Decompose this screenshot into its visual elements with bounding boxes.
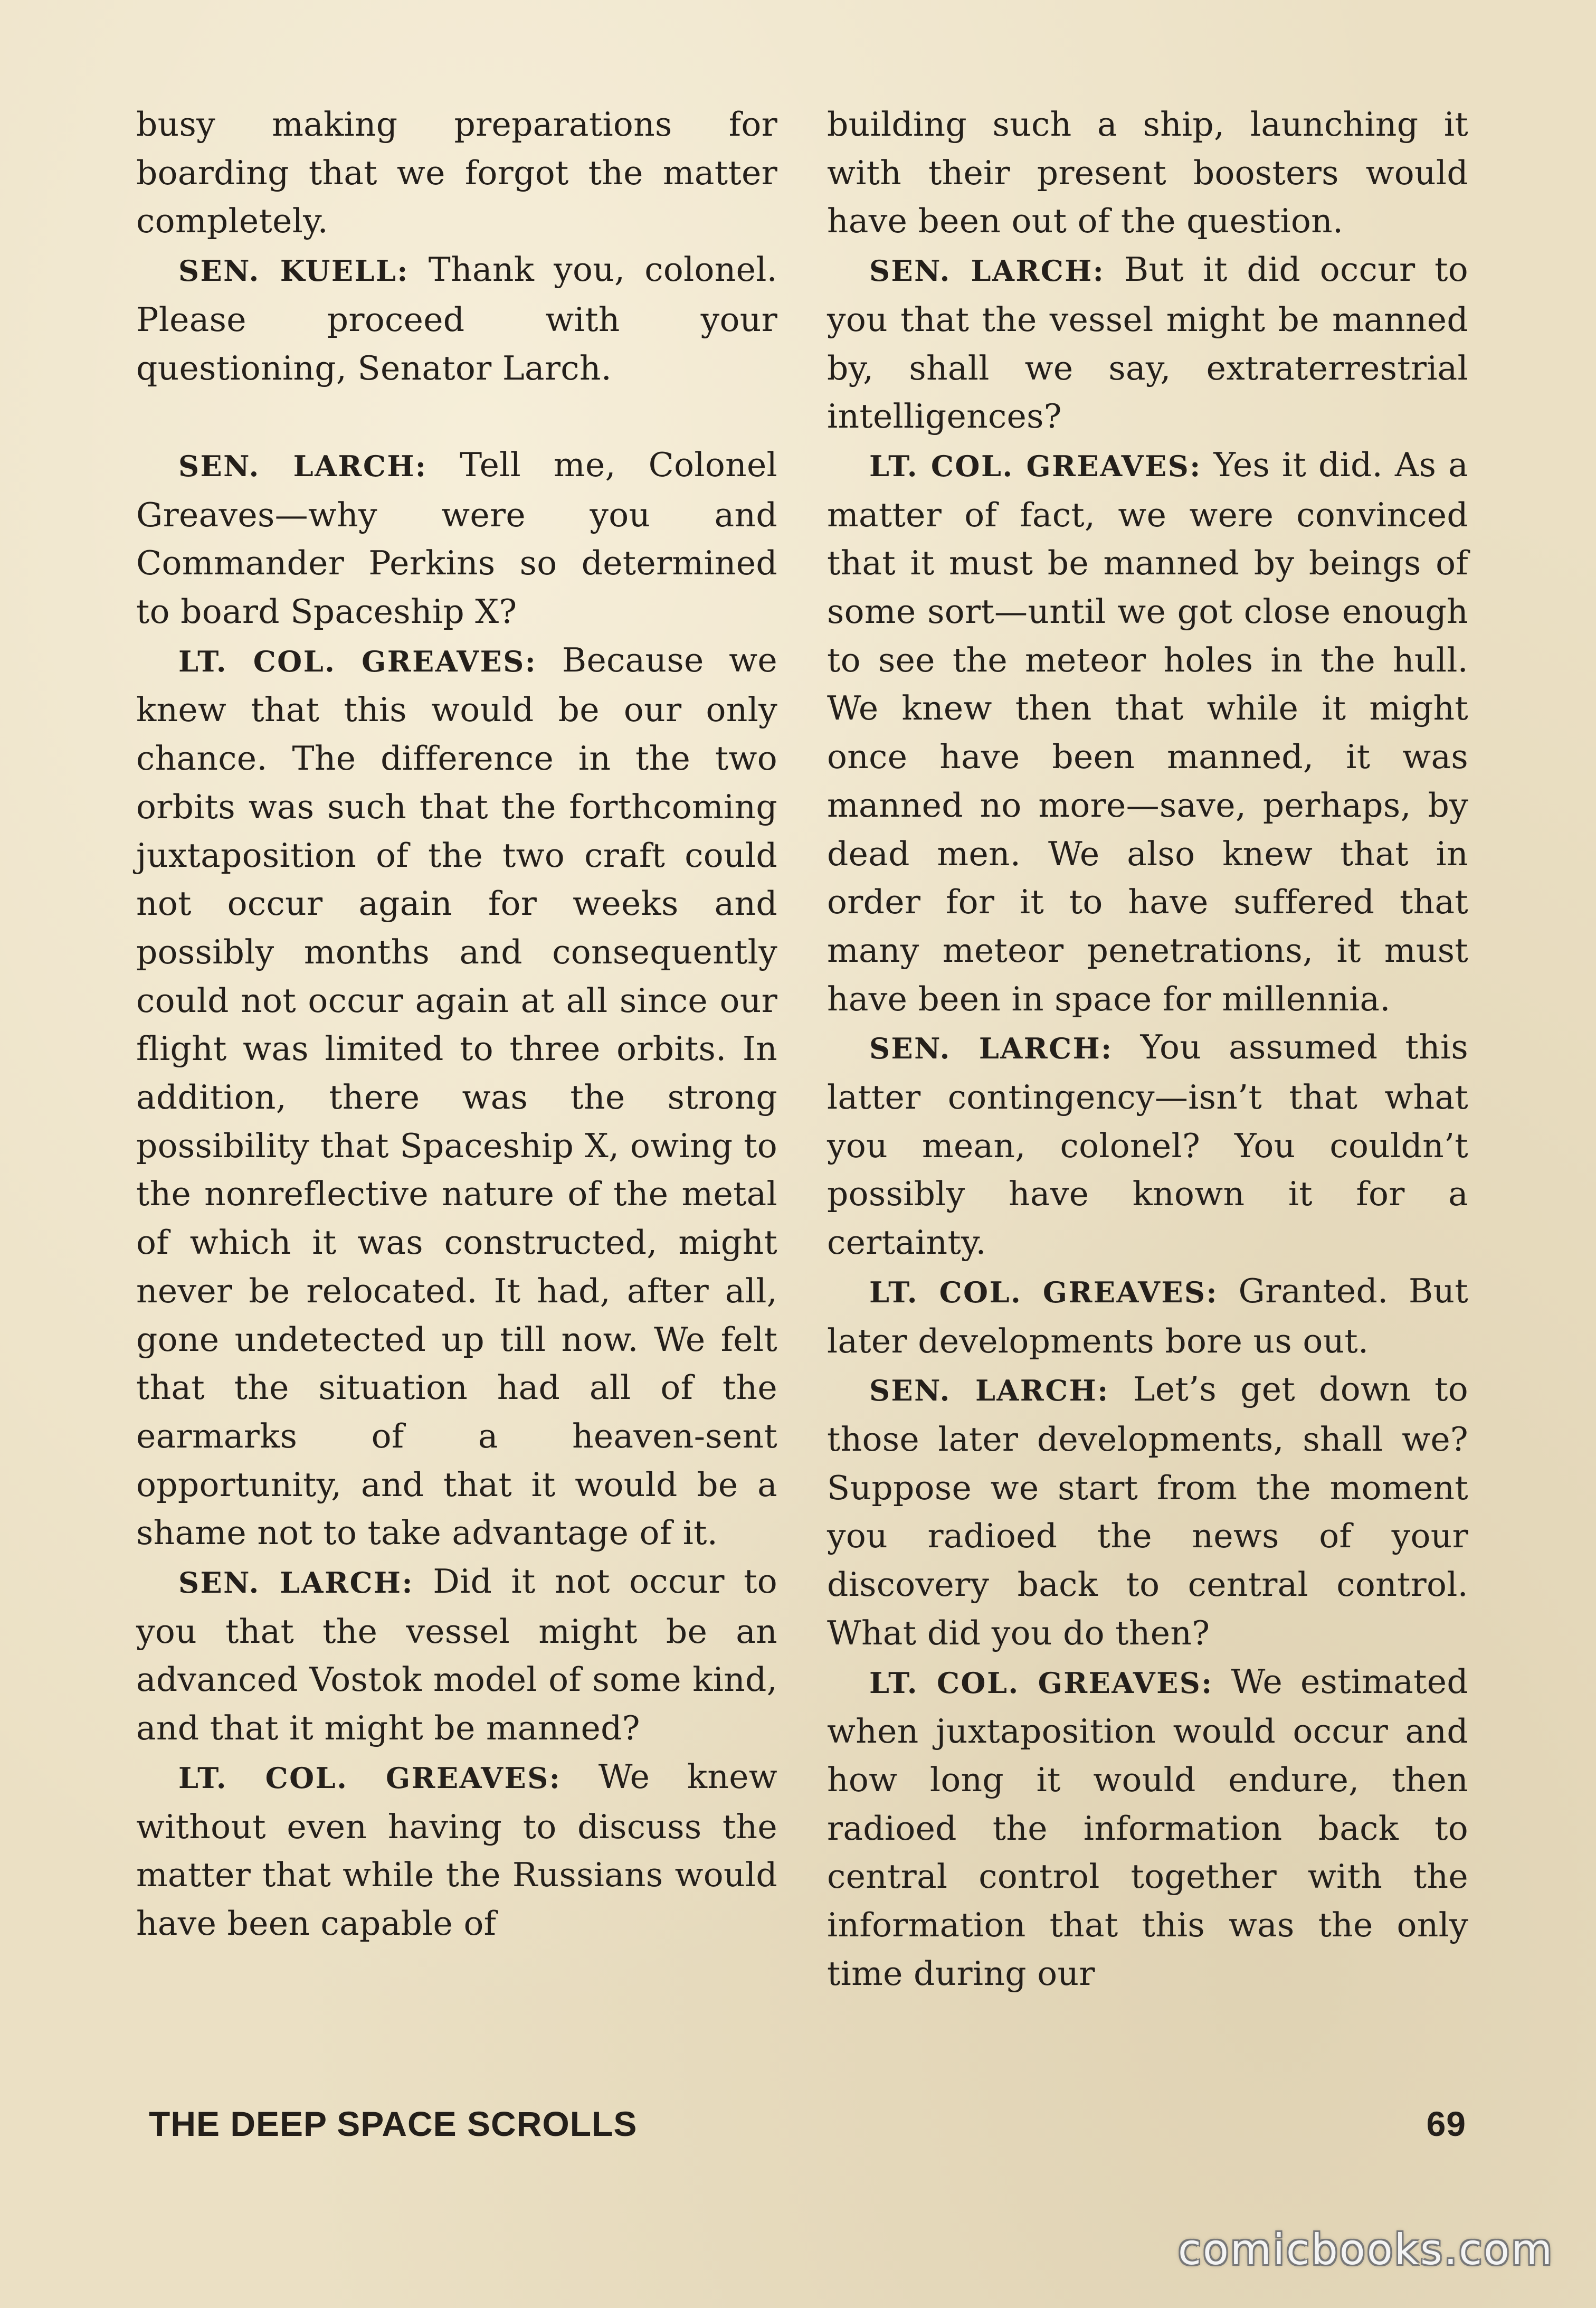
- speaker-label: SEN. LARCH:: [869, 254, 1105, 288]
- paragraph: [136, 1753, 777, 1948]
- speaker-label: LT. COL. GREAVES:: [178, 644, 537, 678]
- page-number: 69: [1426, 2104, 1466, 2143]
- paragraph-text: Did it not occur to you that the vessel might be an advanced Vostok model of some kind, and that it might be manned?: [136, 1562, 778, 1748]
- paragraph: [827, 1365, 1468, 1657]
- paragraph: [136, 100, 777, 245]
- paragraph-text: Thank you, colonel. Please proceed with your questioning, Senator Larch.: [136, 250, 778, 387]
- paragraph-text: busy making preparations for boarding that we forgot the matter completely.: [136, 105, 777, 241]
- paragraph-text: You assumed this latter contingency—isn’t that what you mean, colonel? You couldn’t possibly have known it for a certainty.: [827, 1028, 1468, 1262]
- paragraph-text: Granted. But later developments bore us out.: [827, 1271, 1468, 1360]
- speaker-label: LT. COL. GREAVES:: [869, 449, 1202, 483]
- paragraph-text: We estimated when juxtaposition would occur and how long it would endure, then radioed the information back to central control together with the information that this was the only time during our: [827, 1662, 1468, 1993]
- speaker-label: LT. COL. GREAVES:: [869, 1275, 1218, 1309]
- paragraph: [136, 1557, 777, 1753]
- right-text-column: [827, 100, 1468, 1998]
- speaker-label: LT. COL. GREAVES:: [178, 1761, 562, 1795]
- paragraph-text: Let’s get down to those later developments, shall we? Suppose we start from the moment you radioed the news of your discovery back to central control. What did you do then?: [827, 1370, 1469, 1652]
- paragraph-text: building such a ship, launching it with their present boosters would have been out of the question.: [827, 105, 1468, 241]
- speaker-label: SEN. LARCH:: [869, 1032, 1113, 1066]
- page-footer: [136, 2104, 1466, 2156]
- paragraph-text: Tell me, Colonel Greaves—why were you and Commander Perkins so determined to board Spaceship X?: [136, 445, 777, 631]
- paragraph-text: Because we knew that this would be our only chance. The difference in the two orbits was such that the forthcoming juxtaposition of the two craft could not occur again for weeks and possibly months and consequently could not occur again at all since our flight was limited to three orbits. In addition, there was the strong possibility that Spaceship X, owing to the nonreflective nature of the metal of which it was constructed, might never be relocated. It had, after all, gone undetected up till now. We felt that the situation had all of the earmarks of a heaven-sent opportunity, and that it would be a shame not to take advantage of it.: [136, 640, 777, 1553]
- paragraph: [136, 636, 777, 1557]
- paragraph: [827, 1658, 1468, 1998]
- watermark: comicbooks.com: [1177, 2225, 1554, 2274]
- paragraph-text: We knew without even having to discuss the matter that while the Russians would have been capable of: [136, 1757, 778, 1943]
- paragraph-text: Yes it did. As a matter of fact, we were convinced that it must be manned by beings of some sort—until we got close enough to see the meteor holes in the hull. We knew then that while it might once have been manned, it was manned no more—save, perhaps, by dead men. We also knew that in order for it to have suffered that many meteor penetrations, it must have been in space for millennia.: [827, 445, 1468, 1018]
- paragraph: [136, 441, 777, 636]
- speaker-label: SEN. LARCH:: [869, 1374, 1109, 1408]
- paragraph: [827, 245, 1468, 441]
- speaker-label: SEN. KUELL:: [178, 254, 409, 288]
- paragraph: [827, 1023, 1468, 1267]
- paragraph: [827, 100, 1468, 245]
- left-text-column: [136, 100, 777, 1948]
- paragraph: [827, 441, 1468, 1023]
- running-title: THE DEEP SPACE SCROLLS: [149, 2104, 638, 2143]
- speaker-label: SEN. LARCH:: [178, 449, 428, 483]
- paragraph: [827, 1267, 1468, 1365]
- paragraph: [136, 245, 777, 392]
- speaker-label: SEN. LARCH:: [178, 1566, 414, 1600]
- speaker-label: LT. COL. GREAVES:: [869, 1666, 1213, 1700]
- paragraph-text: But it did occur to you that the vessel might be manned by, shall we say, extraterrestrial intelligences?: [827, 250, 1469, 436]
